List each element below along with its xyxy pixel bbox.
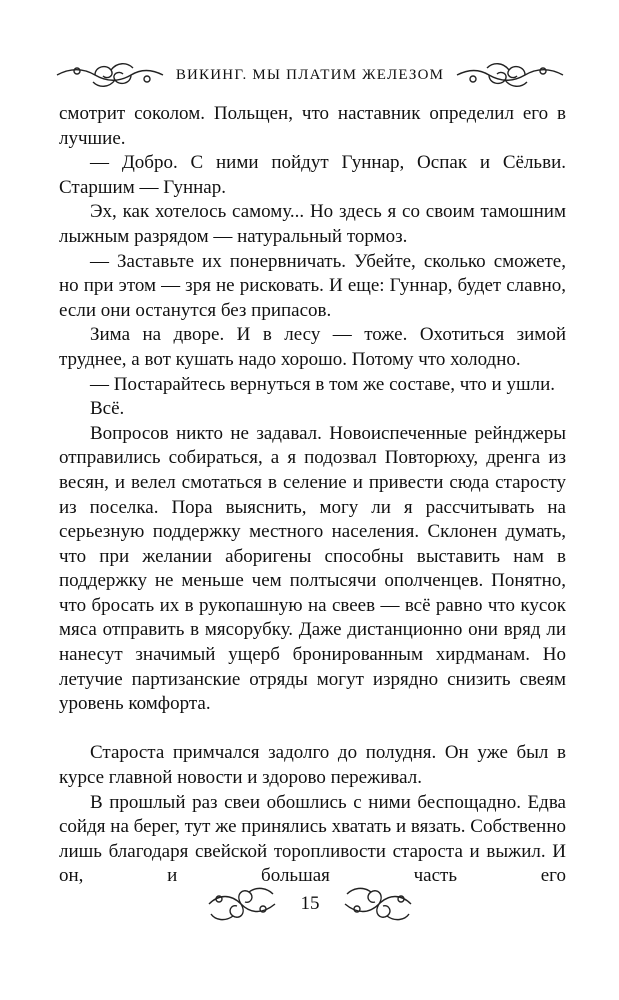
- flourish-ornament-icon: [340, 884, 415, 924]
- paragraph: Эх, как хотелось самому... Но здесь я со своим тамошним лыжным разрядом — натуральный тормоз.: [59, 201, 566, 247]
- paragraph: Всё.: [90, 398, 125, 420]
- page-footer: [205, 884, 415, 924]
- paragraph: Зима на дворе. И в лесу — тоже. Охотиться зимой труднее, а вот кушать надо хорошо. Потому что холодно.: [59, 324, 566, 370]
- running-header: [55, 58, 565, 92]
- paragraph: — Добро. С ними пойдут Гуннар, Оспак и Сёльви. Старшим — Гуннар.: [59, 152, 566, 198]
- page-number: 15: [300, 893, 320, 914]
- flourish-ornament-icon: [455, 58, 565, 92]
- paragraph: Староста примчался задолго до полудня. Он уже был в курсе главной новости и здорово переживал.: [59, 742, 566, 789]
- paragraph: В прошлый раз свеи обошлись с ними беспощадно. Едва сойдя на берег, тут же принялись хватать и вязать. Собственно лишь благодаря свейской торопливости староста и выжил. И он, и большая часть его: [59, 791, 566, 887]
- paragraph: Вопросов никто не задавал. Новоиспеченные рейнджеры отправились собираться, а я подозвал Повторюху, дренга из весян, и велел смотаться в селение и привести сюда старосту из поселка. Пора выяснить, могу ли я рассчитывать на серьезную поддержку местного населения. Склонен думать, что при желании аборигены способны выставить нам в поддержку не меньше чем полтысячи ополченцев. Понятно, что бросать их в рукопашную на свеев — всё равно что кусок мяса отправить в мясорубку. Даже дистанционно они вряд ли нанесут значимый ущерб бронированным хирдманам. Но летучие партизанские отряды могут изрядно снизить свеям уровень комфорта.: [59, 422, 566, 715]
- paragraph: — Заставьте их понервничать. Убейте, сколько сможете, но при этом — зря не рисковать. И еще: Гуннар, будет славно, если они останутся без припасов.: [59, 250, 566, 321]
- paragraph: смотрит соколом. Польщен, что наставник определил его в лучшие.: [59, 103, 566, 149]
- body-text: [59, 102, 566, 889]
- running-title: ВИКИНГ. МЫ ПЛАТИМ ЖЕЛЕЗОМ: [175, 67, 445, 83]
- paragraph: — Постарайтесь вернуться в том же составе, что и ушли.: [90, 373, 556, 395]
